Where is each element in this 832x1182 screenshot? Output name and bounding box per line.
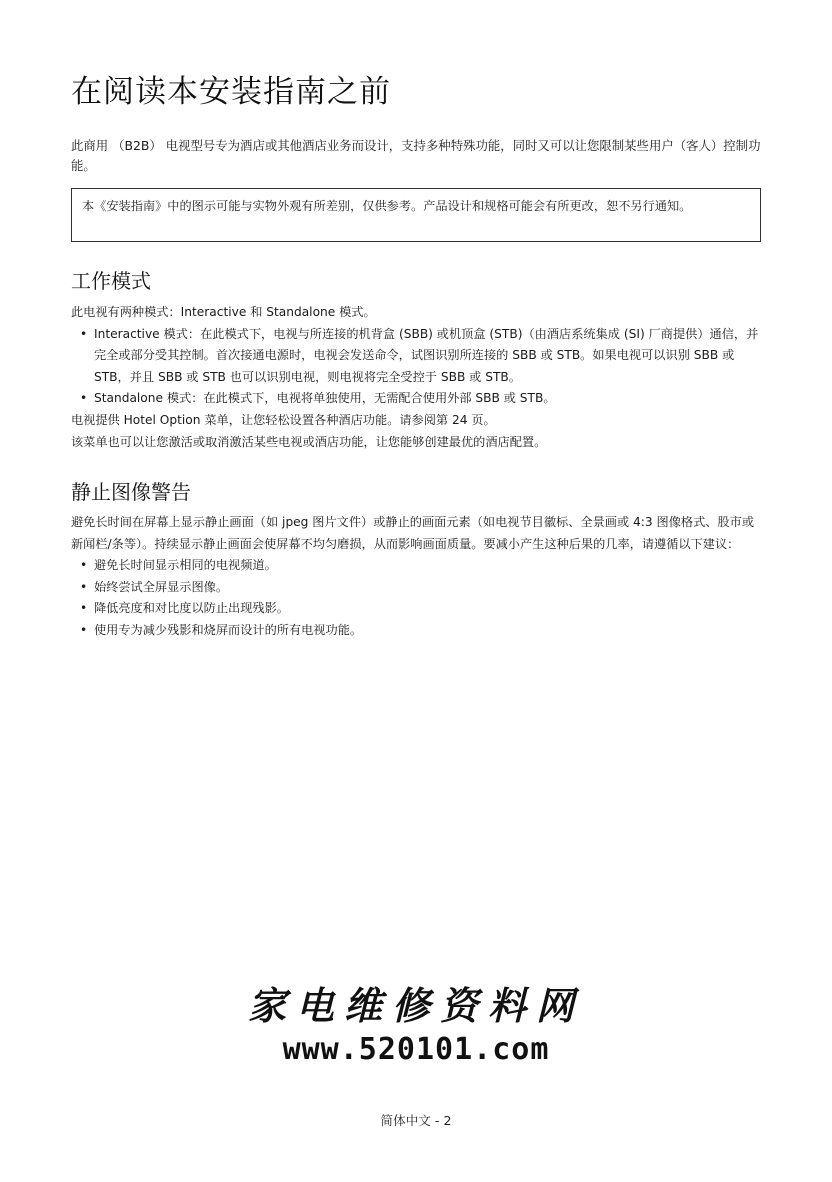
intro-paragraph: 此商用 （B2B） 电视型号专为酒店或其他酒店业务而设计，支持多种特殊功能，同时又可以让您限制某些用户（客人）控制功能。 <box>71 138 761 173</box>
still-image-section <box>71 512 761 642</box>
watermark-text: 家电维修资料网 <box>247 983 584 1028</box>
menu-note: 该菜单也可以让您激活或取消激活某些电视或酒店功能，让您能够创建最优的酒店配置。 <box>71 434 547 449</box>
page-title: 在阅读本安装指南之前 <box>71 74 391 110</box>
list-item: • 使用专为减少残影和烧屏而设计的所有电视功能。 <box>71 620 761 642</box>
list-item: • 始终尝试全屏显示图像。 <box>71 577 761 599</box>
working-mode-list <box>71 324 761 410</box>
notice-box: 本《安装指南》中的图示可能与实物外观有所差别，仅供参考。产品设计和规格可能会有所更改，恕不另行通知。 <box>71 188 761 242</box>
list-item: • Standalone 模式：在此模式下，电视将单独使用，无需配合使用外部 SBB 或 STB。 <box>71 388 761 410</box>
page-footer: 简体中文 - 2 <box>380 1113 452 1128</box>
hotel-option-note: 电视提供 Hotel Option 菜单，让您轻松设置各种酒店功能。请参阅第 24 页。 <box>71 412 496 427</box>
watermark <box>0 975 832 1067</box>
still-image-heading: 静止图像警告 <box>71 480 191 504</box>
list-item: • 避免长时间显示相同的电视频道。 <box>71 555 761 577</box>
still-image-list <box>71 555 761 641</box>
list-item: • 降低亮度和对比度以防止出现残影。 <box>71 598 761 620</box>
working-mode-heading: 工作模式 <box>71 269 151 293</box>
list-item: • Interactive 模式：在此模式下，电视与所连接的机背盒 (SBB) 或机顶盒 (STB)（由酒店系统集成 (SI) 厂商提供）通信，并完全或部分受其控制。首次接通电源时，电视会发送命令，试图识别所连接的 SBB 或 STB。如果电视可以识别 SBB 或 STB，并且 SBB 或 STB 也可以识别电视，则电视将完全受控于 SBB 或 STB。 <box>71 324 761 389</box>
watermark-url: www.520101.com <box>282 1032 550 1067</box>
still-image-paragraph: 避免长时间在屏幕上显示静止画面（如 jpeg 图片文件）或静止的画面元素（如电视节目徽标、全景画或 4:3 图像格式、股市或新闻栏/条等）。持续显示静止画面会使屏幕不均匀磨损，从而影响画面质量。要减小产生这种后果的几率，请遵循以下建议： <box>71 515 755 551</box>
working-mode-section <box>71 302 761 453</box>
working-mode-lead: 此电视有两种模式：Interactive 和 Standalone 模式。 <box>71 305 376 319</box>
